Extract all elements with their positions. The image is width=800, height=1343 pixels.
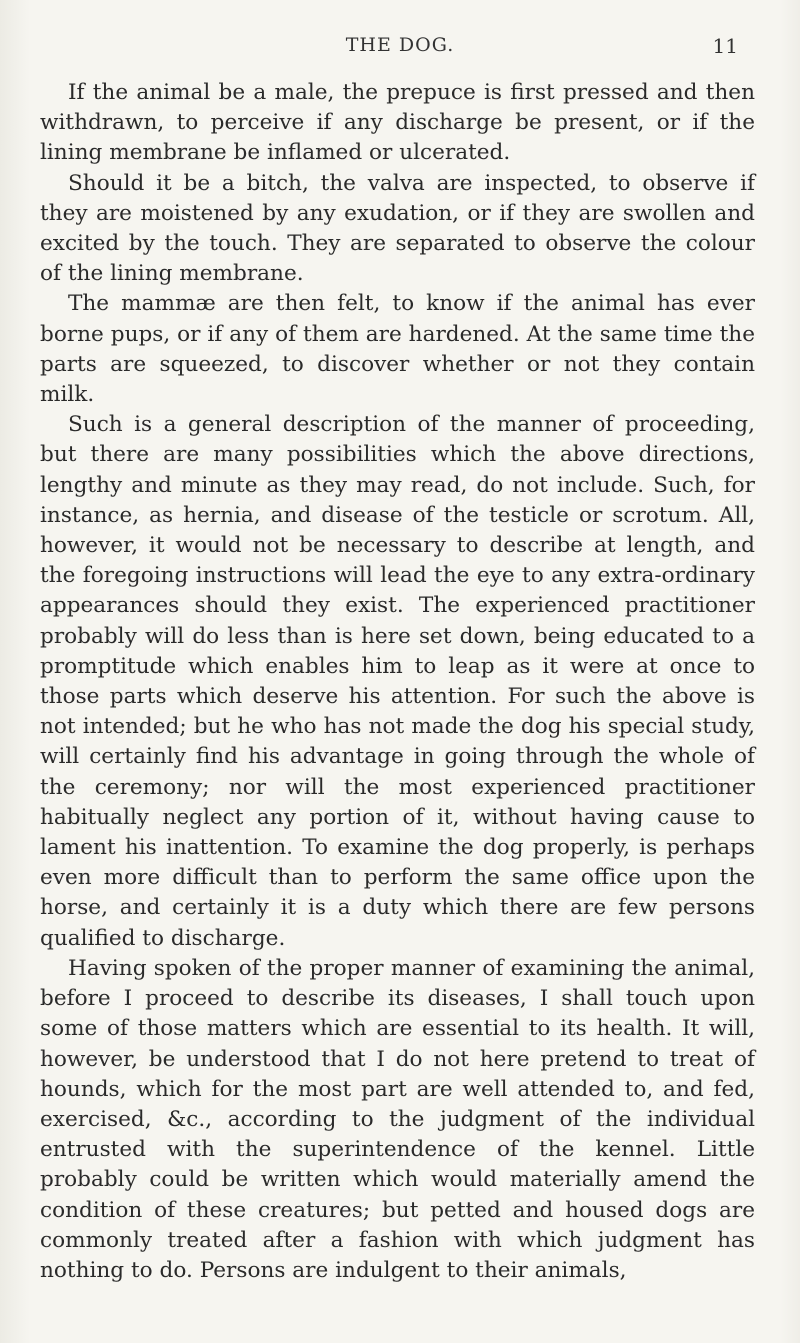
page-number: 11 xyxy=(712,34,738,58)
body-text xyxy=(40,78,755,1286)
running-title: THE DOG. xyxy=(345,34,455,56)
running-head xyxy=(0,34,800,64)
paragraph-health-matters: Having spoken of the proper manner of examining the animal, before I proceed to describe its diseases, I shall touch upon some of those matters which are essential to its health. It will, however, be understood that I do not here pretend to treat of hounds, which for the most part are well attended to, and fed, exercised, &c., according to the judgment of the individual entrusted with the superintendence of the kennel. Little probably could be written which would materially amend the condition of these creatures; but petted and housed dogs are commonly treated after a fashion with which judgment has nothing to do. Persons are indulgent to their animals, xyxy=(40,955,755,1283)
paragraph-male-examination: If the animal be a male, the prepuce is first pressed and then withdrawn, to perceive if any discharge be present, or if the lining membrane be inflamed or ulcerated. xyxy=(40,80,755,166)
paragraph-mammae: The mammæ are then felt, to know if the animal has ever borne pups, or if any of them are hardened. At the same time the parts are squeezed, to discover whether or not they contain milk. xyxy=(40,291,755,408)
paragraph-general-description: Such is a general description of the manner of proceeding, but there are many possibilities which the above directions, lengthy and minute as they may read, do not include. Such, for instance, as hernia, and disease of the testicle or scrotum. All, however, it would not be necessary to describe at length, and the foregoing instructions will lead the eye to any extra-ordinary appearances should they exist. The experienced practitioner probably will do less than is here set down, being educated to a promptitude which enables him to leap as it were at once to those parts which deserve his attention. For such the above is not intended; but he who has not made the dog his special study, will certainly find his advantage in going through the whole of the ceremony; nor will the most experienced practitioner habitually neglect any portion of it, without having cause to lament his inattention. To examine the dog properly, is perhaps even more difficult than to perform the same office upon the horse, and certainly it is a duty which there are few persons qualified to discharge. xyxy=(40,412,755,951)
paragraph-bitch-examination: Should it be a bitch, the valva are inspected, to observe if they are moistened by any exudation, or if they are swollen and excited by the touch. They are separated to observe the colour of the lining membrane. xyxy=(40,170,755,287)
